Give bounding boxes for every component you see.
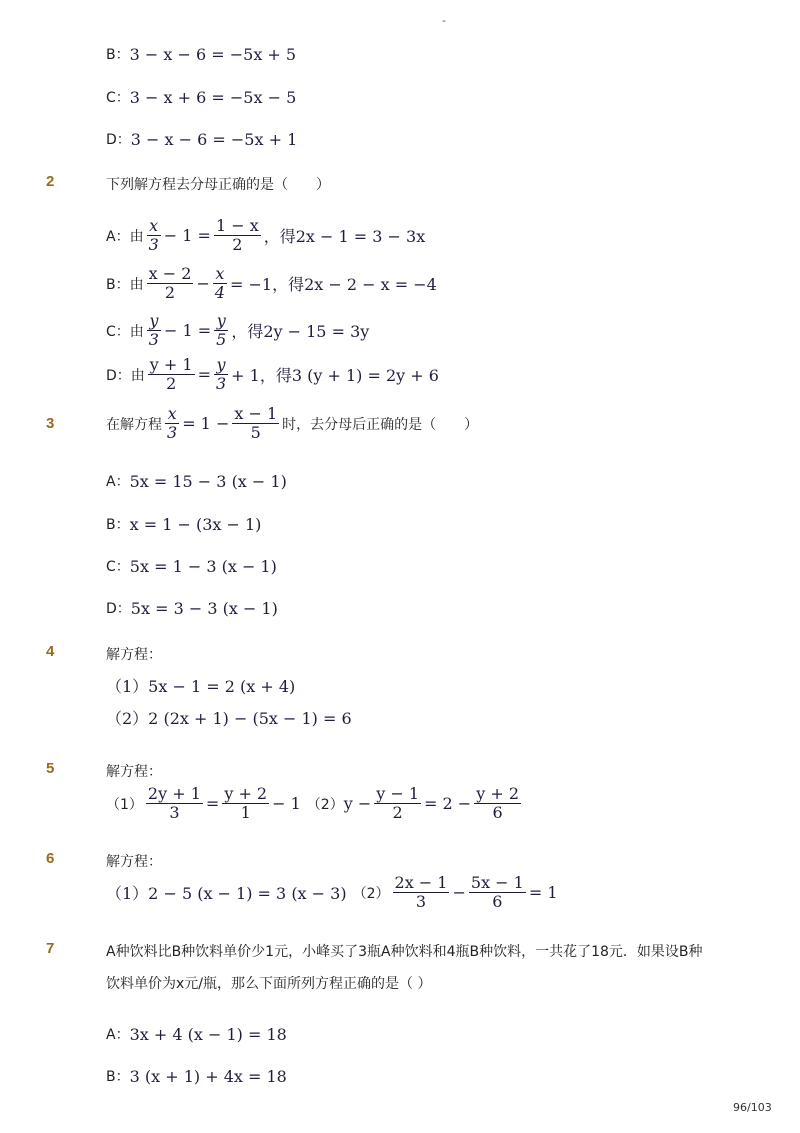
- operator: −: [452, 883, 466, 902]
- numerator: 2y + 1: [147, 784, 201, 803]
- fraction: [222, 785, 269, 822]
- fraction: [214, 217, 261, 254]
- denominator: 5: [250, 423, 261, 442]
- option-prefix: 由: [129, 276, 144, 293]
- q3-option-a: [106, 471, 287, 491]
- operator: −: [196, 274, 210, 293]
- q6-equations: [106, 874, 558, 911]
- option-label: B：: [106, 47, 130, 63]
- fraction: [374, 785, 421, 822]
- option-expression: x = 1 − (3x − 1): [129, 514, 262, 534]
- q5-stem: 解方程：: [106, 764, 162, 780]
- fraction: [147, 217, 161, 254]
- option-label: A：: [106, 474, 130, 490]
- question-number-5: 5: [46, 760, 55, 777]
- operator: = 1 −: [182, 414, 230, 433]
- q2-option-b: [106, 265, 437, 302]
- numerator: x − 1: [234, 404, 278, 423]
- fraction: [214, 356, 228, 393]
- denominator: 3: [215, 374, 227, 393]
- part-label: （2）: [306, 796, 344, 813]
- fraction: [469, 874, 526, 911]
- option-label: A：: [106, 228, 130, 245]
- numerator: y + 2: [224, 784, 268, 803]
- option-prefix: 由: [129, 323, 144, 340]
- q3-option-c: [106, 556, 277, 576]
- q2-option-d: [106, 356, 439, 393]
- option-expression: 5x = 15 − 3 (x − 1): [129, 471, 287, 491]
- denominator: 2: [166, 374, 177, 393]
- numerator: y: [214, 312, 228, 331]
- fraction: [147, 265, 194, 302]
- numerator: y + 1: [149, 355, 193, 374]
- option-expression: 3 − x − 6 = −5x + 5: [129, 44, 297, 64]
- denominator: 1: [240, 803, 251, 822]
- fraction: [148, 356, 195, 393]
- q3-option-b: [106, 514, 261, 534]
- numerator: y: [147, 312, 161, 331]
- option-result: ，得2x − 1 = 3 − 3x: [263, 227, 426, 246]
- denominator: 6: [492, 803, 503, 822]
- option-label: B：: [106, 1069, 130, 1085]
- q2-option-c: [106, 312, 369, 349]
- fraction: [146, 785, 203, 822]
- question-number-3: 3: [46, 415, 55, 432]
- q7-stem-line-2: 饮料单价为x元/瓶，那么下面所列方程正确的是（ ）: [106, 976, 432, 992]
- option-prefix: 由: [129, 228, 144, 245]
- q1-option-b: [106, 44, 296, 64]
- fraction: [147, 312, 161, 349]
- q2-option-a: [106, 217, 425, 254]
- denominator: 6: [492, 892, 503, 911]
- stem-prefix: 在解方程: [106, 416, 162, 433]
- q7-option-b: [106, 1066, 287, 1086]
- option-label: B：: [106, 517, 130, 533]
- fraction: [214, 312, 228, 349]
- part-label: （2）: [352, 885, 390, 902]
- operator: − 1: [272, 794, 301, 813]
- fraction: [232, 405, 279, 442]
- option-label: D：: [106, 367, 131, 384]
- q3-option-d: [106, 598, 278, 618]
- page-mark: -: [442, 14, 446, 27]
- q3-stem: [106, 405, 478, 442]
- option-expression: 3x + 4 (x − 1) = 18: [129, 1024, 287, 1044]
- numerator: x: [147, 217, 161, 236]
- option-expression: 5x = 3 − 3 (x − 1): [130, 598, 278, 618]
- numerator: 5x − 1: [470, 873, 524, 892]
- option-label: B：: [106, 276, 130, 293]
- q2-stem: 下列解方程去分母正确的是（ ）: [106, 177, 330, 193]
- fraction: [474, 785, 521, 822]
- option-label: C：: [106, 559, 130, 575]
- q5-equations: [106, 785, 524, 822]
- q6-stem: 解方程：: [106, 854, 162, 870]
- fraction: [213, 265, 227, 302]
- denominator: 2: [164, 283, 176, 302]
- fraction: [165, 405, 179, 442]
- part-1-expression: （1）2 − 5 (x − 1) = 3 (x − 3): [106, 884, 347, 903]
- numerator: 2x − 1: [394, 873, 448, 892]
- denominator: 4: [214, 283, 225, 302]
- option-result: = −1，得2x − 2 − x = −4: [229, 275, 437, 294]
- option-result: ，得2y − 15 = 3y: [231, 322, 370, 341]
- operator: − 1 =: [163, 226, 211, 245]
- option-label: A：: [106, 1027, 130, 1043]
- part-label: （1）: [106, 796, 143, 813]
- question-number-4: 4: [46, 643, 55, 660]
- numerator: x: [213, 265, 227, 284]
- operator: = 1: [528, 883, 558, 902]
- option-label: C：: [106, 90, 130, 106]
- option-expression: 5x = 1 − 3 (x − 1): [129, 556, 277, 576]
- q1-option-c: [106, 87, 296, 107]
- option-result: + 1，得3 (y + 1) = 2y + 6: [231, 366, 439, 385]
- numerator: y − 1: [376, 784, 420, 803]
- page-number: 96/103: [733, 1101, 772, 1114]
- q4-part-1: （1）5x − 1 = 2 (x + 4): [106, 677, 296, 696]
- denominator: 3: [148, 235, 159, 254]
- option-expression: 3 − x − 6 = −5x + 1: [130, 129, 298, 149]
- numerator: y + 2: [476, 784, 519, 803]
- denominator: 5: [216, 330, 227, 349]
- q7-stem-line-1: A种饮料比B种饮料单价少1元，小峰买了3瓶A种饮料和4瓶B种饮料，一共花了18元．如果设B种: [106, 944, 703, 960]
- option-prefix: 由: [130, 367, 145, 384]
- numerator: x − 2: [148, 264, 192, 283]
- operator: − 1 =: [163, 321, 212, 340]
- operator: =: [197, 365, 211, 384]
- q1-option-d: [106, 129, 297, 149]
- numerator: x: [165, 405, 179, 424]
- denominator: 3: [169, 803, 180, 822]
- denominator: 2: [392, 803, 403, 822]
- option-expression: 3 (x + 1) + 4x = 18: [129, 1066, 287, 1086]
- question-number-7: 7: [46, 940, 55, 957]
- denominator: 3: [415, 892, 427, 911]
- q7-option-a: [106, 1024, 287, 1044]
- numerator: y: [214, 356, 228, 375]
- question-number-2: 2: [46, 173, 55, 190]
- q4-stem: 解方程：: [106, 647, 162, 663]
- option-expression: 3 − x + 6 = −5x − 5: [129, 87, 297, 107]
- numerator: 1 − x: [215, 216, 259, 235]
- fraction: [393, 874, 450, 911]
- option-label: D：: [106, 601, 131, 617]
- operator: =: [205, 794, 220, 813]
- operator: = 2 −: [424, 794, 472, 813]
- q4-part-2: （2）2 (2x + 1) − (5x − 1) = 6: [106, 709, 352, 728]
- denominator: 3: [167, 423, 178, 442]
- option-label: D：: [106, 132, 131, 148]
- denominator: 3: [148, 330, 159, 349]
- operator: y −: [343, 794, 372, 813]
- question-number-6: 6: [46, 850, 55, 867]
- stem-suffix: 时，去分母后正确的是（ ）: [282, 416, 479, 433]
- denominator: 2: [232, 235, 243, 254]
- option-label: C：: [106, 323, 130, 340]
